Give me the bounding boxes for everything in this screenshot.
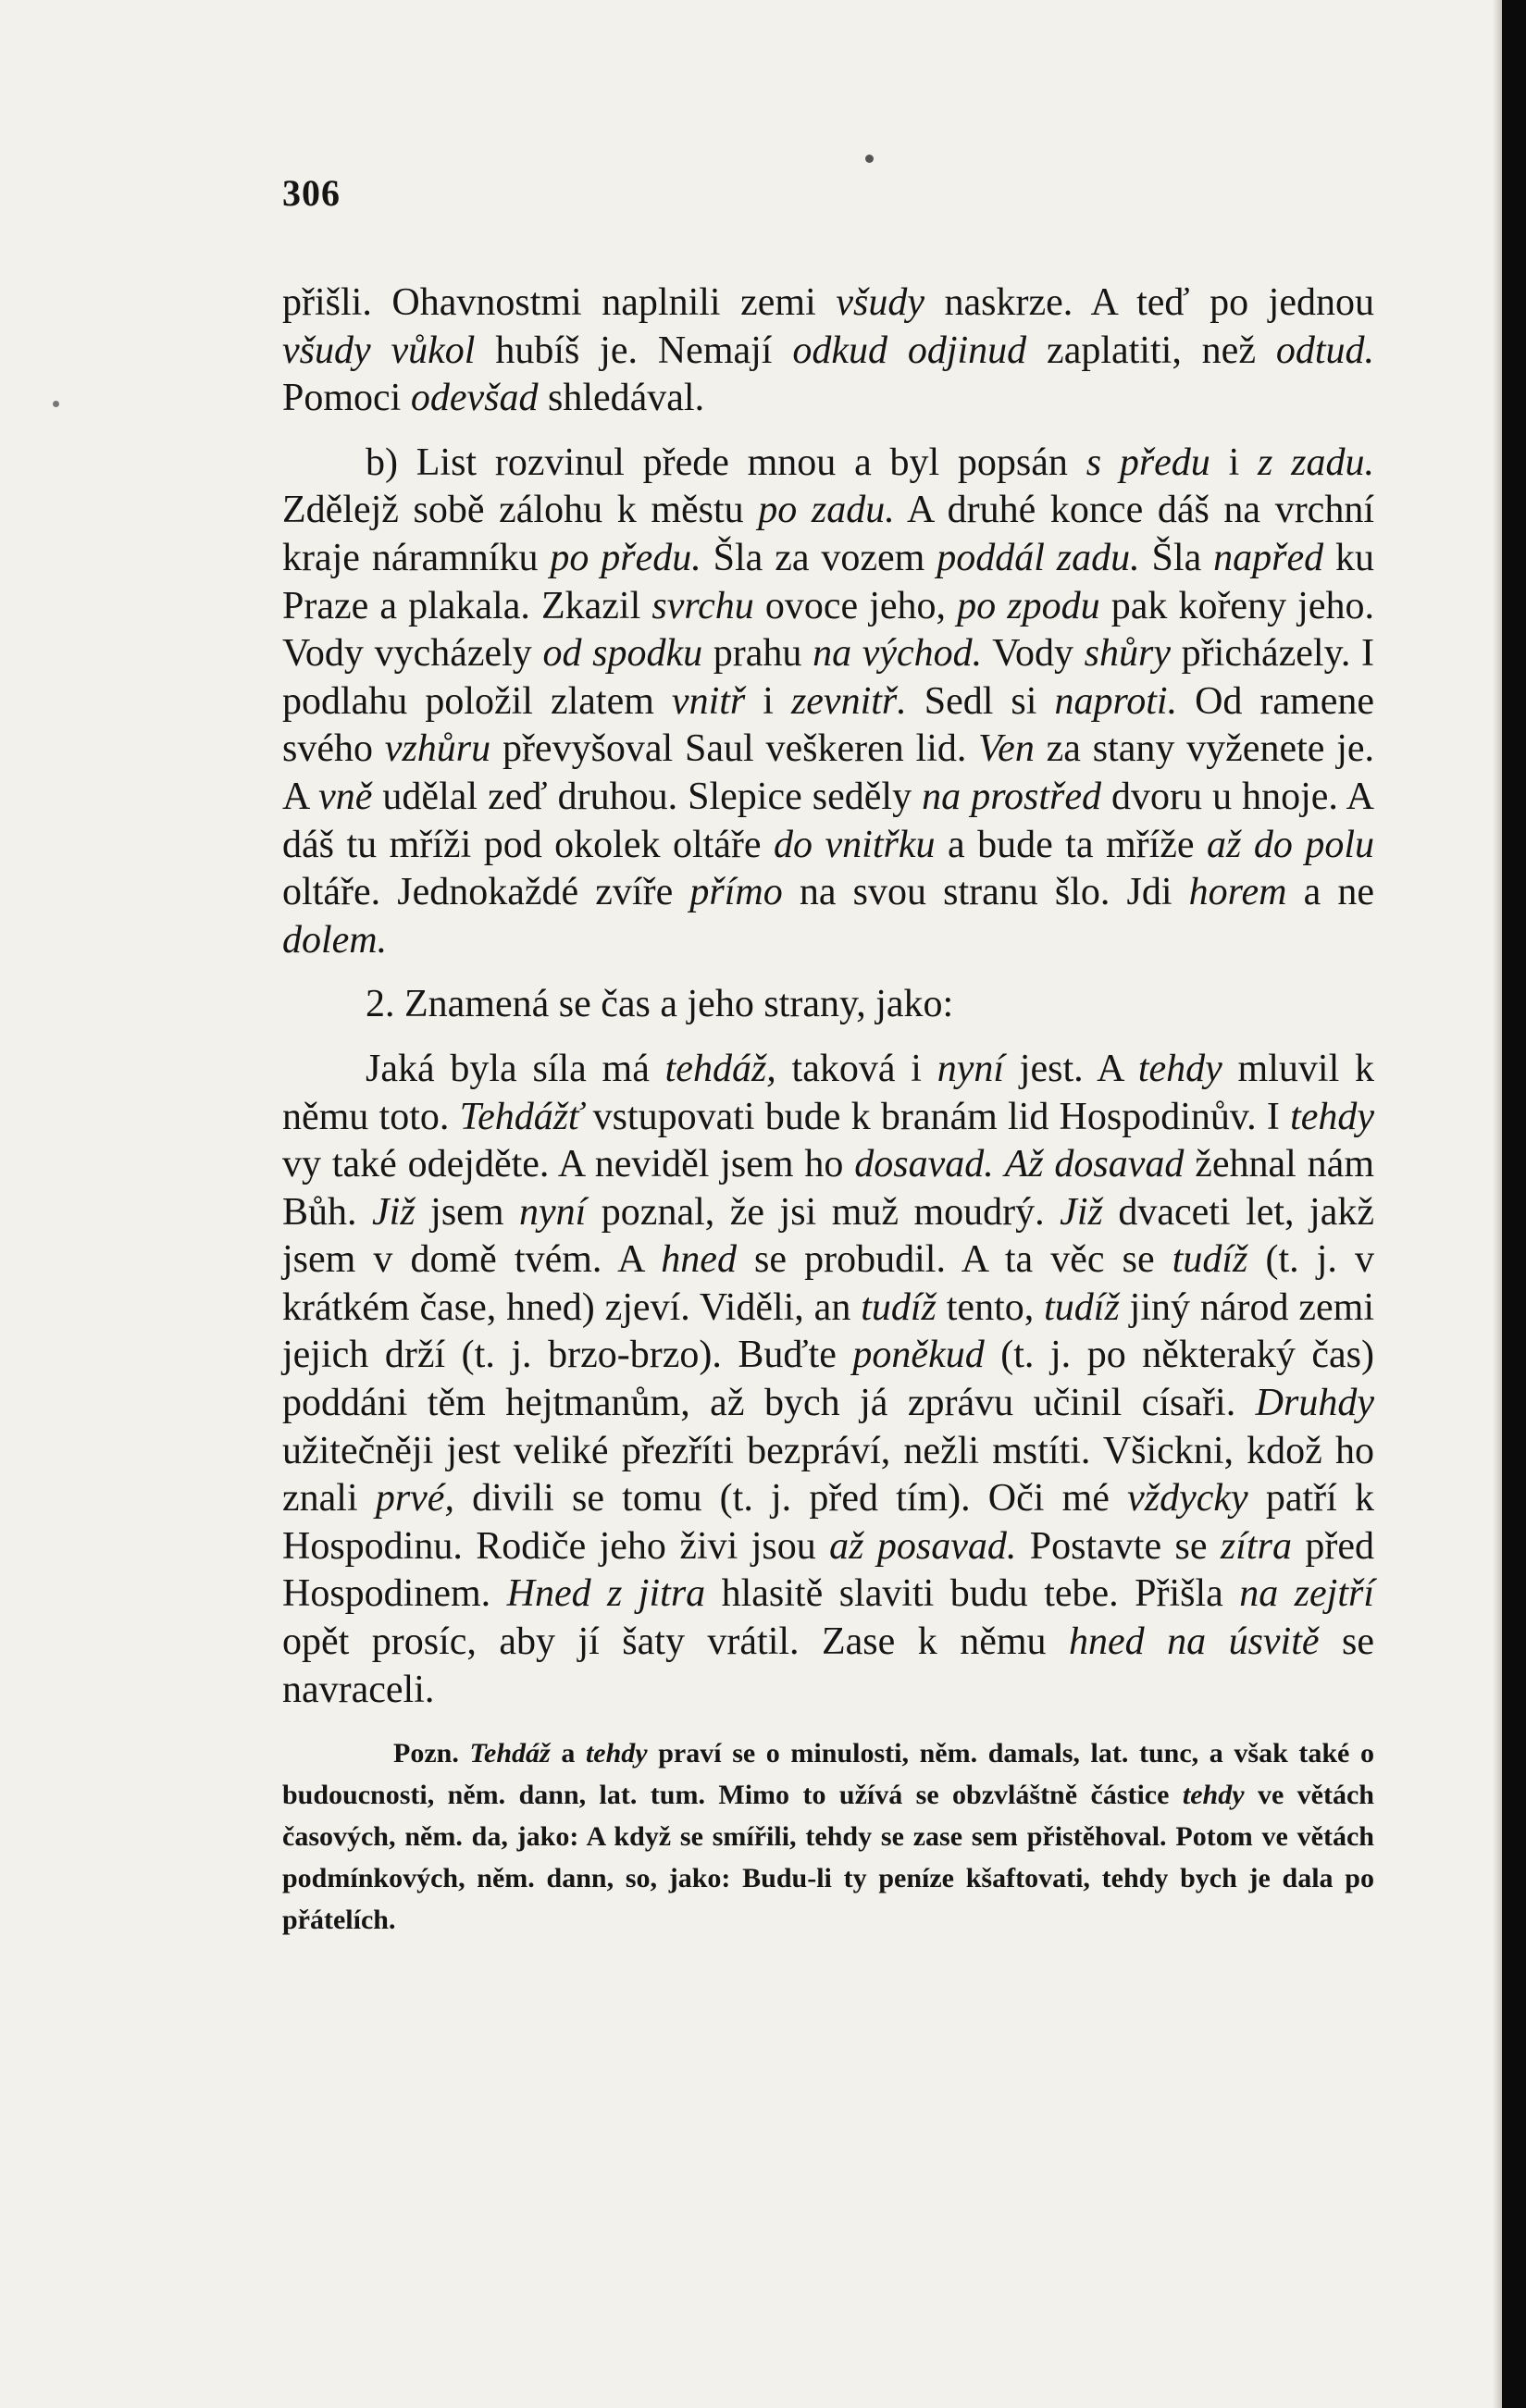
text-run: přišli. Ohavnostmi naplnili zemi xyxy=(282,281,837,324)
text-run: Vody xyxy=(982,632,1085,676)
italic-term: tudíž xyxy=(1172,1238,1248,1282)
text-run: udělal zeď druhou. Slepice seděly xyxy=(372,775,923,818)
footnote xyxy=(282,1732,1374,1941)
italic-term: po zpodu xyxy=(957,584,1100,627)
ink-dot xyxy=(865,155,874,163)
text-run: divili se tomu (t. j. před tím). Oči mé xyxy=(453,1477,1128,1521)
text-run xyxy=(994,1143,1005,1185)
text-run: vstupovati bude k branám lid Hospodinův. I xyxy=(582,1095,1291,1138)
italic-term: tehdy xyxy=(585,1738,648,1769)
scan-shadow xyxy=(1493,0,1502,2408)
text-run: a bude ta mříže xyxy=(935,823,1208,866)
paragraph xyxy=(282,981,1374,1029)
text-run: prahu xyxy=(702,632,813,676)
paragraph xyxy=(282,1046,1374,1714)
text-run: jsem xyxy=(415,1190,519,1234)
italic-term: zevnitř. xyxy=(790,679,907,723)
paragraph xyxy=(282,440,1374,965)
text-run: taková i xyxy=(775,1047,937,1090)
text-run: poznal, že jsi muž moudrý. xyxy=(586,1190,1061,1234)
text-run: za stany vyženete je. A xyxy=(282,727,1374,818)
italic-term: tehdáž, xyxy=(664,1047,776,1090)
italic-term: po zadu. xyxy=(758,489,895,532)
italic-term: až do polu xyxy=(1207,823,1375,866)
text-run: oltáře. Jednokaždé zvíře xyxy=(282,871,690,914)
italic-term: na prostřed xyxy=(922,775,1101,818)
italic-term: do vnitřku xyxy=(774,823,936,866)
italic-term: přímo xyxy=(689,871,783,914)
text-run: (t. j. po některaký čas) poddáni těm hejtmanům, až bych já zprávu učinil císaři. xyxy=(282,1334,1374,1425)
text-run: jest. A xyxy=(1004,1047,1138,1090)
text-run: užitečněji jest veliké přezříti bezpráví, nežli mstíti. Všickni, kdož ho znali xyxy=(282,1429,1374,1521)
text-run: Šla za vozem xyxy=(701,536,937,579)
italic-term: až posavad. xyxy=(829,1524,1017,1568)
italic-term: zítra xyxy=(1220,1524,1292,1568)
text-run: naskrze. A teď po jednou xyxy=(924,281,1374,324)
italic-term: tudíž xyxy=(1044,1285,1120,1329)
book-page xyxy=(282,171,1374,1941)
italic-term: tehdy xyxy=(1290,1095,1375,1138)
italic-term: shůry xyxy=(1084,632,1172,676)
italic-term: po předu. xyxy=(550,536,701,579)
italic-term: poněkud xyxy=(852,1334,985,1377)
text-run: ve větách časových, něm. da, jako: A když se smířili, tehdy se zase sem přistěhoval. Potom ve větách podmínkových, něm. dann, so, jako: Budu-li ty peníze kšaftovati, tehdy bych je dala po přátelích. xyxy=(282,1780,1374,1936)
text-run: opět prosíc, aby jí šaty vrátil. Zase k němu xyxy=(282,1620,1069,1664)
text-run: i xyxy=(1210,441,1259,484)
italic-term: dolem. xyxy=(282,918,388,962)
text-run: b) List rozvinul přede mnou a byl popsán xyxy=(366,441,1086,484)
italic-term: Ven xyxy=(978,727,1035,771)
italic-term: tudíž xyxy=(861,1285,937,1329)
text-run: před Hospodinem. xyxy=(282,1524,1374,1616)
text-run: Postavte se xyxy=(1016,1524,1221,1568)
italic-term: napřed xyxy=(1213,536,1324,579)
italic-term: tehdy xyxy=(1182,1780,1245,1811)
text-run: hubíš je. Nemají xyxy=(475,329,793,372)
italic-term: hned na úsvitě xyxy=(1069,1620,1320,1664)
text-run: pak kořeny jeho. Vody vycházely xyxy=(282,584,1374,676)
italic-term: dosavad. xyxy=(854,1143,994,1186)
italic-term: poddál zadu. xyxy=(937,536,1140,579)
italic-term: Až dosavad xyxy=(1004,1143,1185,1186)
italic-term: Hned z jitra xyxy=(506,1572,706,1616)
text-run: na svou stranu šlo. Jdi xyxy=(782,871,1189,914)
italic-term: vnitř xyxy=(671,679,746,723)
italic-term: od spodku xyxy=(542,632,703,676)
text-run: dvaceti let, jakž jsem v domě tvém. A xyxy=(282,1190,1375,1282)
text-run: mluvil k němu toto. xyxy=(282,1047,1374,1138)
italic-term: na východ. xyxy=(813,632,983,676)
text-run: 2. Znamená se čas a jeho strany, jako: xyxy=(366,983,954,1026)
italic-term: Již xyxy=(372,1190,416,1234)
italic-term: Již xyxy=(1060,1190,1103,1234)
italic-term: nyní xyxy=(519,1190,587,1234)
text-run: Pozn. xyxy=(393,1738,470,1769)
text-run: shledával. xyxy=(538,377,705,420)
page-number: 306 xyxy=(282,172,341,214)
italic-term: na zejtří xyxy=(1239,1572,1375,1616)
text-run: jiný národ zemi jejich drží (t. j. brzo-brzo). Buďte xyxy=(282,1285,1375,1377)
italic-term: vně xyxy=(318,775,373,818)
text-run: Od ramene svého xyxy=(282,679,1375,771)
text-run: tento, xyxy=(936,1285,1045,1329)
margin-mark xyxy=(53,401,59,407)
text-run: ku Praze a plakala. Zkazil xyxy=(282,536,1375,627)
italic-term: odtud. xyxy=(1275,329,1374,372)
text-run: i xyxy=(745,679,791,723)
italic-term: Tehdážť xyxy=(459,1095,583,1138)
text-run: dvoru u hnoje. A dáš tu mříži pod okolek oltáře xyxy=(282,775,1374,866)
paragraph xyxy=(282,279,1374,423)
text-run: a xyxy=(550,1738,586,1769)
italic-term: hned xyxy=(661,1238,737,1282)
scan-edge xyxy=(1502,0,1526,2408)
text-run: převyšoval Saul veškeren lid. xyxy=(490,727,979,771)
italic-term: všudy vůkol xyxy=(282,329,476,372)
text-run: přicházely. I podlahu položil zlatem xyxy=(282,632,1374,723)
text-run: Sedl si xyxy=(906,679,1055,723)
italic-term: s předu xyxy=(1086,441,1210,484)
italic-term: Tehdáž xyxy=(469,1738,551,1769)
italic-term: vzhůru xyxy=(384,727,491,771)
italic-term: odevšad xyxy=(410,377,539,420)
text-run: žehnal nám Bůh. xyxy=(282,1143,1374,1234)
text-run: vy také odejděte. A neviděl jsem ho xyxy=(282,1143,855,1186)
italic-term: naproti. xyxy=(1054,679,1178,723)
italic-term: všudy xyxy=(836,281,924,324)
text-run: (t. j. v krátkém čase, hned) zjeví. Viděli, an xyxy=(282,1238,1375,1329)
italic-term: z zadu. xyxy=(1258,441,1374,484)
text-run: Pomoci xyxy=(282,377,411,420)
text-run: hlasitě slaviti budu tebe. Přišla xyxy=(705,1572,1240,1616)
italic-term: nyní xyxy=(937,1047,1005,1090)
text-run: patří k Hospodinu. Rodiče jeho živi jsou xyxy=(282,1477,1375,1568)
italic-term: Druhdy xyxy=(1255,1382,1374,1425)
text-run: Jaká byla síla má xyxy=(366,1047,665,1090)
text-run: a ne xyxy=(1286,871,1374,914)
italic-term: vždycky xyxy=(1127,1477,1248,1521)
italic-term: tehdy xyxy=(1137,1047,1222,1090)
body-text xyxy=(282,279,1374,1714)
text-run: praví se o minulosti, něm. damals, lat. tunc, a však také o budoucnosti, něm. dann, lat. tum. Mimo to užívá se obzvláštně částice xyxy=(282,1738,1374,1811)
text-run: ovoce jeho, xyxy=(753,584,958,627)
italic-term: svrchu xyxy=(651,584,754,627)
text-run: se probudil. A ta věc se xyxy=(736,1238,1172,1282)
text-run: A druhé konce dáš na vrchní kraje náramníku xyxy=(282,489,1374,579)
italic-term: odkud odjinud xyxy=(792,329,1027,372)
italic-term: horem xyxy=(1188,871,1287,914)
italic-term: prvé, xyxy=(375,1477,454,1521)
text-run: Šla xyxy=(1139,536,1214,579)
text-run: se navraceli. xyxy=(282,1620,1374,1711)
text-run: zaplatiti, než xyxy=(1026,329,1276,372)
text-run: Zdělejž sobě zálohu k městu xyxy=(282,489,759,532)
